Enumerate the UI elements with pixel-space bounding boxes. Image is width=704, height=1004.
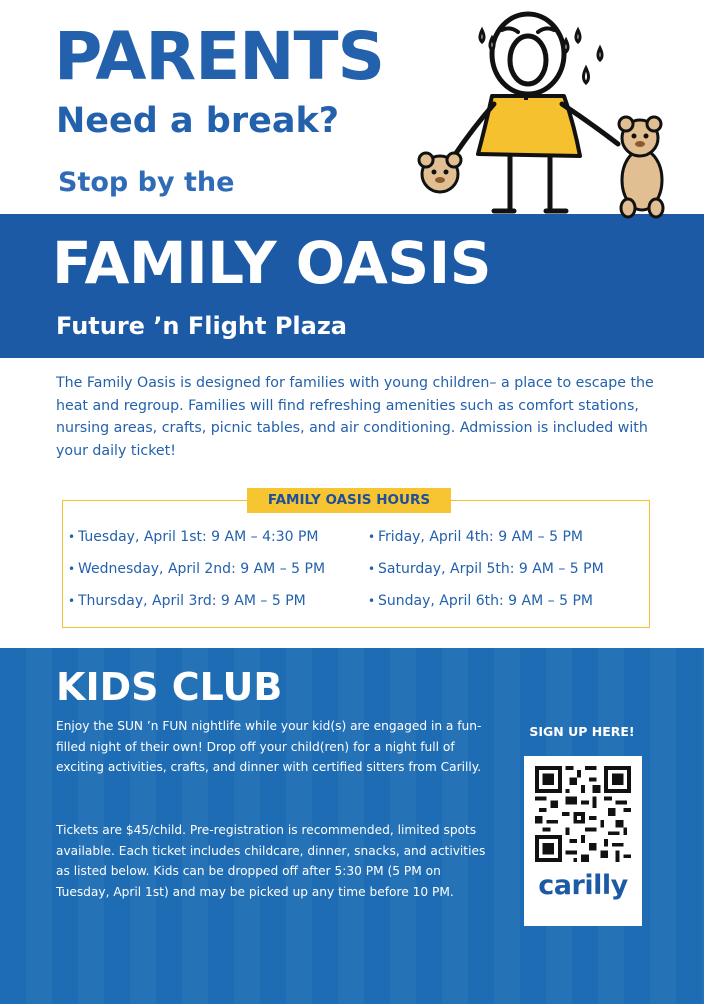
kids-club-title: KIDS CLUB (56, 665, 283, 709)
crying-parent-illustration-icon (414, 4, 684, 220)
banner-title: FAMILY OASIS (52, 229, 492, 297)
hours-item: • Saturday, Arpil 5th: 9 AM – 5 PM (368, 557, 604, 589)
hours-title: FAMILY OASIS HOURS (247, 488, 451, 513)
carilly-logo: carilly (538, 870, 628, 901)
kids-club-paragraph-1: Enjoy the SUN ’n FUN nightlife while your kid(s) are engaged in a fun-filled night of their own! Drop off your child(ren) for a night full of exciting activities, crafts, and dinner with certified sitters from Carilly. (56, 719, 482, 774)
hours-item: • Sunday, April 6th: 9 AM – 5 PM (368, 589, 604, 621)
headline-parents: PARENTS (54, 18, 385, 95)
hours-list-left (68, 525, 325, 621)
intro-paragraph: The Family Oasis is designed for families with young children– a place to escape the heat and regroup. Families will find refreshing amenities such as comfort stations, nursing areas, crafts, picnic tables, and air conditioning. Admission is included with your daily ticket! (56, 375, 654, 459)
hours-list-right (368, 525, 604, 621)
teddy-bear-left-icon (419, 153, 461, 192)
signup-label: SIGN UP HERE! (529, 724, 635, 739)
qr-signup-card[interactable] (524, 756, 642, 926)
hours-item: • Wednesday, April 2nd: 9 AM – 5 PM (68, 557, 325, 589)
hours-item: • Tuesday, April 1st: 9 AM – 4:30 PM (68, 525, 325, 557)
hours-item: • Friday, April 4th: 9 AM – 5 PM (368, 525, 604, 557)
hours-item: • Thursday, April 3rd: 9 AM – 5 PM (68, 589, 325, 621)
headline-stop-by: Stop by the (58, 167, 235, 198)
family-oasis-banner (0, 214, 704, 358)
banner-subtitle: Future ’n Flight Plaza (56, 312, 347, 340)
kids-club-paragraph-2: Tickets are $45/child. Pre-registration is recommended, limited spots available. Each ticket includes childcare, dinner, snacks, and activities as listed below. Kids can be dropped off after 5:30 PM (5 PM on Tuesday, April 1st) and may be picked up any time before 10 PM. (56, 823, 486, 899)
kids-club-section (0, 648, 704, 1004)
headline-need-a-break: Need a break? (56, 101, 340, 141)
teddy-bear-right-icon (619, 117, 663, 217)
qr-code-icon[interactable] (535, 766, 631, 862)
